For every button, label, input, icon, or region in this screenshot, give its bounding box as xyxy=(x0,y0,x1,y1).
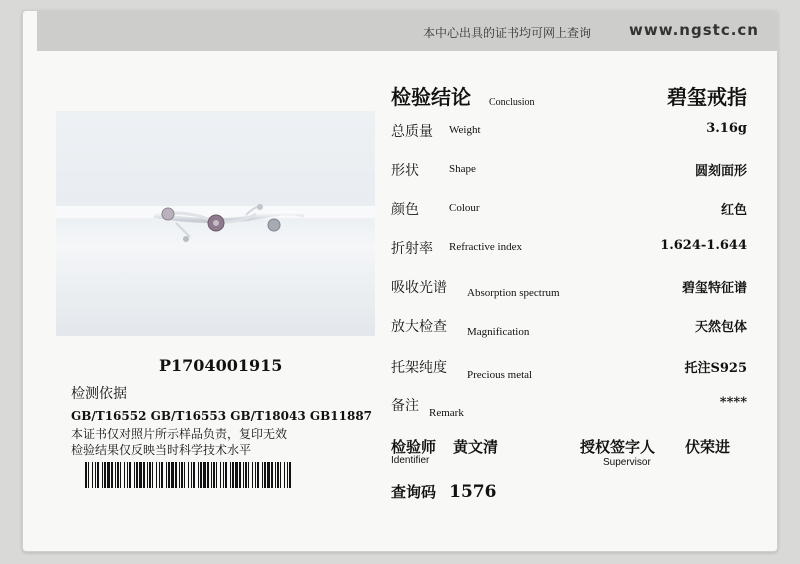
conclusion-value: 碧玺戒指 xyxy=(667,85,747,109)
barcode-bar xyxy=(156,462,157,488)
barcode-bar xyxy=(124,462,125,488)
weight-value: 3.16g xyxy=(706,121,747,136)
test-standards: GB/T16552 GB/T16553 GB/T18043 GB11887 xyxy=(71,409,373,423)
barcode-bar xyxy=(143,462,145,488)
header-bar xyxy=(37,11,777,51)
barcode-bar xyxy=(104,462,106,488)
barcode-bar xyxy=(243,462,244,488)
supervisor-label-en: Supervisor xyxy=(603,457,651,468)
precious-metal-row xyxy=(391,357,747,381)
absorption-spectrum-label: 吸收光谱 xyxy=(391,280,447,296)
precious-metal-label: 托架纯度 xyxy=(391,360,447,376)
colour-label: 颜色 xyxy=(391,202,419,218)
barcode-bar xyxy=(127,462,128,488)
test-basis-title: 检测依据 xyxy=(71,386,127,402)
barcode-bar xyxy=(117,462,119,488)
barcode-bar xyxy=(147,462,148,488)
refractive-index-row xyxy=(391,238,747,262)
barcode-bar xyxy=(129,462,131,488)
website-link[interactable]: www.ngstc.cn xyxy=(629,21,759,39)
query-code-block xyxy=(391,481,496,502)
barcode-bar xyxy=(211,462,212,488)
barcode-bar xyxy=(149,462,151,488)
barcode-bar xyxy=(271,462,273,488)
barcode-bar xyxy=(85,462,87,488)
identifier-label: 检验师 xyxy=(391,438,437,456)
barcode-bar xyxy=(193,462,195,488)
supervisor-name: 伏荣进 xyxy=(685,438,731,456)
barcode-bar xyxy=(252,462,253,488)
barcode-bar xyxy=(223,462,224,488)
remark-label: 备注 xyxy=(391,398,419,414)
barcode-bar xyxy=(225,462,227,488)
absorption-spectrum-label-en: Absorption spectrum xyxy=(467,287,560,299)
barcode-bar xyxy=(184,462,185,488)
barcode-bar xyxy=(92,462,93,488)
conclusion-label: 检验结论 xyxy=(391,85,471,109)
disclaimer-line-1: 本证书仅对照片所示样品负责，复印无效 xyxy=(71,427,288,441)
barcode-bar xyxy=(264,462,266,488)
certificate-card xyxy=(22,10,778,552)
conclusion-label-en: Conclusion xyxy=(489,97,535,108)
barcode-bar xyxy=(207,462,209,488)
barcode-bar xyxy=(152,462,153,488)
barcode-bar xyxy=(159,462,160,488)
barcode-bar xyxy=(175,462,177,488)
shape-value: 圆刻面形 xyxy=(694,164,747,179)
certificate-number: P1704001915 xyxy=(159,356,283,375)
barcode-bar xyxy=(181,462,183,488)
colour-label-en: Colour xyxy=(449,202,480,214)
identifier-name: 黄文清 xyxy=(453,438,499,456)
colour-row xyxy=(391,199,747,223)
barcode-bar xyxy=(284,462,285,488)
barcode xyxy=(85,462,295,488)
barcode-bar xyxy=(267,462,270,488)
colour-value: 红色 xyxy=(720,203,747,218)
query-code-label: 查询码 xyxy=(391,483,437,501)
absorption-spectrum-row xyxy=(391,277,747,301)
remark-row xyxy=(391,395,747,419)
disclaimer-line-2: 检验结果仅反映当时科学技术水平 xyxy=(71,443,252,457)
barcode-bar xyxy=(239,462,241,488)
weight-label: 总质量 xyxy=(391,124,433,140)
barcode-bar xyxy=(203,462,206,488)
barcode-bar xyxy=(166,462,167,488)
barcode-bar xyxy=(220,462,221,488)
magnification-row xyxy=(391,316,747,340)
weight-row xyxy=(391,121,747,145)
barcode-bar xyxy=(134,462,135,488)
supervisor-label: 授权签字人 xyxy=(580,438,656,456)
refractive-index-label-en: Refractive index xyxy=(449,241,522,253)
shape-row xyxy=(391,160,747,184)
barcode-bar xyxy=(248,462,249,488)
barcode-bar xyxy=(287,462,288,488)
magnification-label: 放大检查 xyxy=(391,319,447,335)
barcode-bar xyxy=(232,462,234,488)
shape-label: 形状 xyxy=(391,163,419,179)
precious-metal-value: 托注S925 xyxy=(684,361,747,376)
barcode-bar xyxy=(245,462,247,488)
barcode-bar xyxy=(136,462,138,488)
absorption-spectrum-value: 碧玺特征谱 xyxy=(681,281,747,296)
barcode-bar xyxy=(120,462,121,488)
barcode-bar xyxy=(216,462,217,488)
barcode-bar xyxy=(115,462,116,488)
barcode-bar xyxy=(97,462,99,488)
query-code-value: 1576 xyxy=(449,482,497,502)
identifier-label-en: Identifier xyxy=(391,455,430,466)
barcode-bar xyxy=(275,462,276,488)
barcode-bar xyxy=(277,462,279,488)
header-slogan: 本中心出具的证书均可网上查询 xyxy=(422,26,591,40)
barcode-bar xyxy=(191,462,192,488)
barcode-bar xyxy=(235,462,238,488)
barcode-bar xyxy=(230,462,231,488)
magnification-value: 天然包体 xyxy=(694,320,747,335)
barcode-bar xyxy=(262,462,263,488)
barcode-bar xyxy=(88,462,89,488)
barcode-bar xyxy=(139,462,142,488)
barcode-bar xyxy=(188,462,189,488)
barcode-bar xyxy=(107,462,110,488)
barcode-bar xyxy=(280,462,281,488)
precious-metal-label-en: Precious metal xyxy=(467,369,533,381)
refractive-index-value: 1.624-1.644 xyxy=(660,238,747,253)
barcode-bar xyxy=(168,462,170,488)
barcode-bar xyxy=(111,462,113,488)
barcode-bar xyxy=(198,462,199,488)
barcode-bar xyxy=(289,462,291,488)
barcode-bar xyxy=(179,462,180,488)
barcode-bar xyxy=(161,462,163,488)
barcode-bar xyxy=(171,462,174,488)
remark-value: **** xyxy=(719,395,747,410)
magnification-label-en: Magnification xyxy=(467,326,530,338)
barcode-bar xyxy=(102,462,103,488)
shape-label-en: Shape xyxy=(449,163,476,175)
barcode-bar xyxy=(95,462,96,488)
barcode-bar xyxy=(257,462,259,488)
barcode-bar xyxy=(213,462,215,488)
ring-photo xyxy=(56,111,375,336)
refractive-index-label: 折射率 xyxy=(391,241,433,257)
weight-label-en: Weight xyxy=(449,124,481,136)
remark-label-en: Remark xyxy=(429,407,464,419)
barcode-bar xyxy=(200,462,202,488)
barcode-bar xyxy=(255,462,256,488)
